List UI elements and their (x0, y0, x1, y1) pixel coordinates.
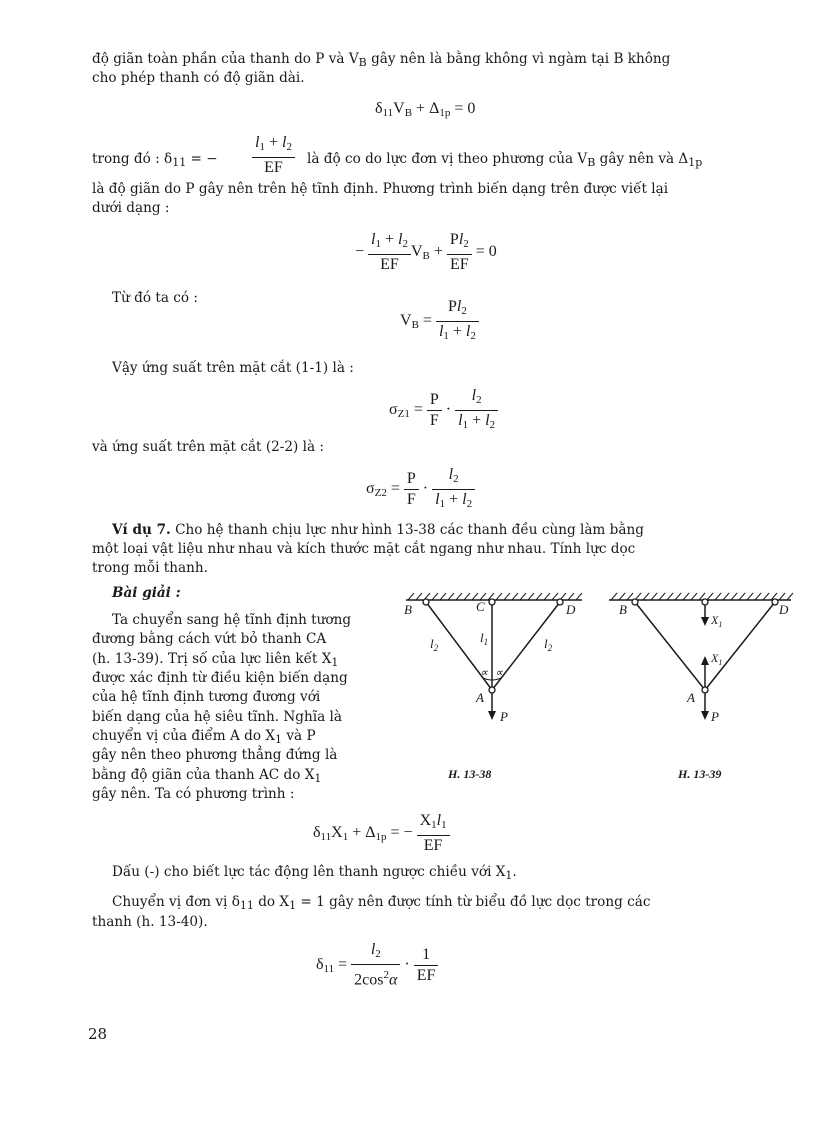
inline-fraction: $\frac{l_1 + l_2}{EF}$ (252, 133, 295, 178)
paragraph-line: thanh (h. 13-40). (92, 914, 208, 930)
page-number: 28 (88, 1025, 108, 1043)
figure-caption-13-39: H. 13-39 (678, 767, 722, 781)
label-D: D (566, 602, 576, 617)
label-l1: $l_1$ (480, 630, 489, 647)
label-P: P (711, 709, 719, 724)
paragraph-line: và ứng suất trên mặt cắt (2-2) là : (92, 439, 325, 455)
label-B: B (619, 602, 627, 617)
paragraph-line: biến dạng của hệ siêu tĩnh. Nghĩa là (92, 709, 342, 725)
paragraph-line: Ví dụ 7. Cho hệ thanh chịu lực như hình 13-38 các thanh đều cùng làm bằng (112, 522, 644, 538)
paragraph-line: Ta chuyển sang hệ tĩnh định tương (112, 612, 352, 628)
paragraph-line: chuyển vị của điểm A do $X_1$ và P (92, 728, 316, 746)
paragraph-line: trong mỗi thanh. (92, 560, 208, 576)
paragraph-line: gây nên theo phương thẳng đứng là (92, 747, 338, 763)
paragraph-line: một loại vật liệu như nhau và kích thước mặt cắt ngang như nhau. Tính lực dọc (92, 541, 636, 557)
label-D: D (779, 602, 789, 617)
label-A: A (476, 690, 484, 705)
paragraph-line: trong đó : $\delta_{11}$ = − (92, 151, 218, 169)
label-alpha-right: ∝ (495, 667, 503, 679)
paragraph-line: là độ giãn do P gây nên trên hệ tĩnh định. Phương trình biến dạng trên được viết lại (92, 181, 669, 197)
paragraph-line: cho phép thanh có độ giãn dài. (92, 70, 305, 86)
paragraph-line: độ giãn toàn phần của thanh do P và $V_B$ gây nên là bằng không vì ngàm tại B không (92, 51, 671, 69)
paragraph-line: Từ đó ta có : (112, 290, 198, 306)
label-alpha-left: ∝ (480, 667, 488, 679)
label-X1-top: $X_1$ (711, 613, 723, 629)
equation: $\delta_{11}X_1 + \Delta_{1p}$ = − $\frac{X_1l_1}{EF}$ (313, 811, 450, 856)
equation: $V_B$ = $\frac{Pl_2}{l_1 + l_2}$ (400, 297, 479, 346)
paragraph-line: bằng độ giãn của thanh AC do $X_1$ (92, 767, 322, 785)
paragraph-line: được xác định từ điều kiện biến dạng (92, 670, 348, 686)
label-P: P (500, 709, 508, 724)
figure-caption-13-38: H. 13-38 (448, 767, 492, 781)
equation: $\delta_{11}$ = $\frac{l_2}{2\cos^2\alpha}$ · $\frac{1}{EF}$ (316, 940, 438, 990)
paragraph-line: đương bằng cách vứt bỏ thanh CA (92, 631, 327, 647)
paragraph-line: là độ co do lực đơn vị theo phương của $V_B$ gây nên và $\Delta_{1p}$ (307, 151, 703, 169)
label-X1-bottom: $X_1$ (711, 651, 723, 667)
equation: − $\frac{l_1 + l_2}{EF}$ $V_B$ + $\frac{Pl_2}{EF}$ = 0 (355, 231, 497, 273)
paragraph-line: gây nên. Ta có phương trình : (92, 786, 295, 802)
label-C: C (476, 599, 485, 614)
equation: $\sigma_{Z2}$ = $\frac{P}{F}$ · $\frac{l_2}{l_1 + l_2}$ (366, 465, 475, 514)
figure-13-38 (400, 590, 590, 730)
paragraph-line: của hệ tĩnh định tương đương với (92, 689, 321, 705)
label-l2-left: $l_2$ (430, 636, 439, 653)
paragraph-line: dưới dạng : (92, 200, 170, 216)
paragraph-line: Dấu (-) cho biết lực tác động lên thanh ngược chiều với $X_1$. (112, 864, 517, 882)
paragraph-line: Vậy ứng suất trên mặt cắt (1-1) là : (112, 360, 354, 376)
paragraph-line: (h. 13-39). Trị số của lực liên kết $X_1$ (92, 651, 339, 669)
equation: $\sigma_{Z1}$ = $\frac{P}{F}$ · $\frac{l_2}{l_1 + l_2}$ (389, 386, 498, 435)
equation: $\delta_{11}V_B + \Delta_{1p} = 0$ (375, 100, 476, 119)
solution-label: Bài giải : (112, 585, 181, 601)
label-B: B (404, 602, 412, 617)
label-A: A (687, 690, 695, 705)
label-l2-right: $l_2$ (544, 636, 553, 653)
bar-BA (635, 602, 705, 690)
figure-13-39 (603, 590, 803, 730)
paragraph-line: Chuyển vị đơn vị $\delta_{11}$ do $X_1 = 1$ gây nên được tính từ biểu đồ lực dọc trong các (112, 894, 651, 912)
